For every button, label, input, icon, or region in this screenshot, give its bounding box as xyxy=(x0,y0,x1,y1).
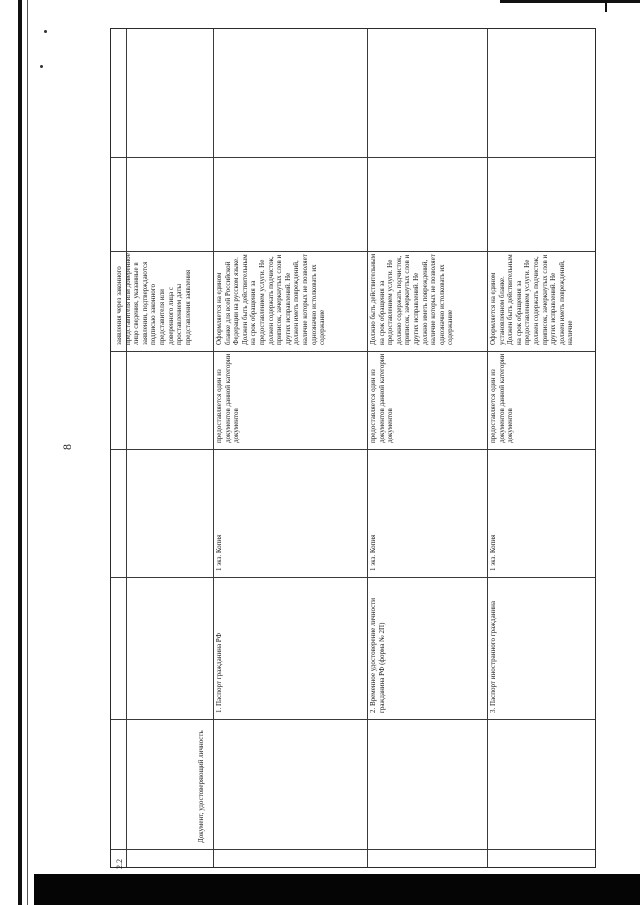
scan-border-bottom xyxy=(34,874,640,905)
doc-requirements-3: Оформляется на едином установленном бланке. Должен быть действительным на срок обращения за предоставлением услуги. Не должен содержать подчисток, приписок, зачеркнутых слов и других исправлений. Не должен иметь повреждений, наличие xyxy=(489,254,575,345)
table-rule xyxy=(111,351,595,352)
table-rule xyxy=(111,251,595,252)
document-table xyxy=(110,28,596,868)
doc-requirements-1: Оформляется на едином бланке для всей Российской Федерации на русском языке. Должен быть действительным на срок обращения за предоставлением услуги. Не должен содержать подчисток, приписок, зачеркнутых слов и других исправлений. Не должен иметь повреждений, наличие которых не позволяет однозначно истолковать их содержание xyxy=(215,254,327,345)
table-rule xyxy=(111,577,595,578)
scan-speck xyxy=(40,65,43,68)
doc-quantity-1: 1 экз. Копия xyxy=(215,534,223,571)
document-category: Документ, удостоверяющий личность xyxy=(197,730,205,843)
doc-requirements-2: Должно быть действительным на срок обращения за предоставлением услуги. Не должно содержать подчисток, приписок, зачеркнутых слов и других исправлений. Не должно иметь повреждений, наличие которых не позволяет однозначно истолковать их содержание xyxy=(369,253,455,345)
doc-quantity-3: 1 экз. Копия xyxy=(489,534,497,571)
doc-action-3: предоставляется один из документов данной категории документов xyxy=(489,353,515,443)
scan-border-left-inner xyxy=(27,0,28,905)
table-rule xyxy=(487,29,488,867)
doc-name-3: 3. Паспорт иностранного гражданина xyxy=(489,600,497,713)
row-number: 2.2 xyxy=(115,859,124,869)
page-number: 8 xyxy=(60,444,74,450)
table-rule xyxy=(111,719,595,720)
scan-border-top xyxy=(500,0,640,3)
doc-action-1: предоставляется один из документов данной категории документов xyxy=(215,353,241,443)
table-rule xyxy=(126,29,127,867)
scan-border-left xyxy=(18,0,22,905)
table-rule xyxy=(111,449,595,450)
doc-name-1: 1. Паспорт гражданина РФ xyxy=(215,632,223,713)
doc-action-2: предоставляется один из документов данной категории документов xyxy=(369,353,395,443)
table-rule xyxy=(111,157,595,158)
doc-quantity-2: 1 экз. Копия xyxy=(369,534,377,571)
scan-speck xyxy=(44,30,47,33)
scan-mark-top xyxy=(605,0,607,12)
table-rule xyxy=(367,29,368,867)
previous-row-fragment: заявления через законного представителя или доверенное лицо сведения, указанные в заявлении, подтверждаются подписью законного представителя или доверенного лица с проставлением даты представления заявления xyxy=(115,253,192,345)
doc-name-2: 2. Временное удостоверение личности гражданина РФ (форма № 2П) xyxy=(369,597,386,713)
table-rule xyxy=(213,29,214,867)
table-rule xyxy=(111,849,595,850)
